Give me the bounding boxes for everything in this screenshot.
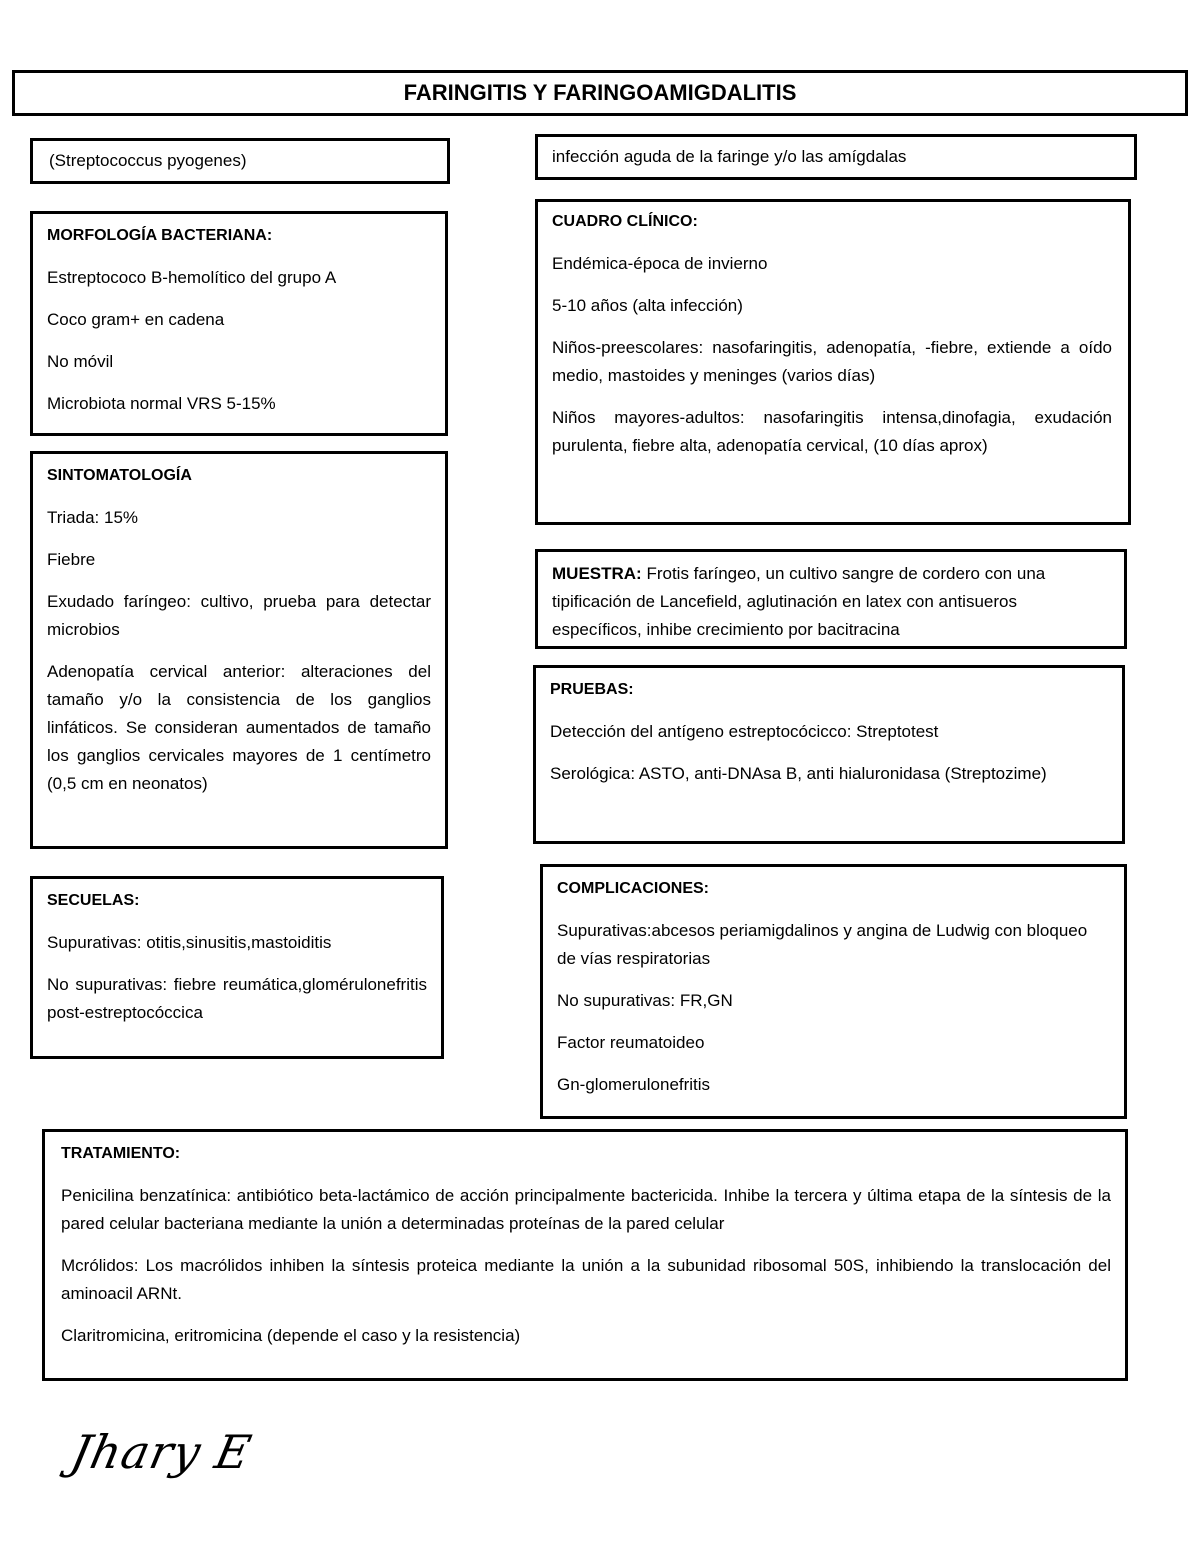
morfologia-heading: MORFOLOGÍA BACTERIANA:: [47, 227, 273, 244]
agent-text: (Streptococcus pyogenes): [49, 151, 247, 170]
sintomatologia-item: Exudado faríngeo: cultivo, prueba para detectar microbios: [47, 592, 431, 639]
cuadro-heading: CUADRO CLÍNICO:: [552, 213, 698, 230]
muestra-heading: MUESTRA:: [552, 564, 642, 583]
page-title-box: [12, 70, 1188, 116]
sintomatologia-item: Triada: 15%: [47, 508, 139, 527]
sintomatologia-box: [30, 451, 448, 849]
muestra-box: [535, 549, 1127, 649]
sintomatologia-item: Adenopatía cervical anterior: alteraciones del tamaño y/o la consistencia de los ganglios linfáticos. Se consideran aumentados de tamaño los ganglios cervicales mayores de 1 centímetro (0,5 cm en neonatos): [47, 662, 431, 793]
sintomatologia-item: Fiebre: [47, 550, 96, 569]
cuadro-item: Niños-preescolares: nasofaringitis, adenopatía, -fiebre, extiende a oído medio, mastoides y meninges (varios días): [552, 338, 1112, 385]
definition-text: infección aguda de la faringe y/o las amígdalas: [552, 147, 907, 166]
tratamiento-item: Claritromicina, eritromicina (depende el caso y la resistencia): [61, 1326, 521, 1345]
muestra-paragraph: [552, 560, 1110, 644]
morfologia-item: Estreptococo B-hemolítico del grupo A: [47, 268, 337, 287]
pruebas-item: Detección del antígeno estreptocócicco: Streptotest: [550, 722, 939, 741]
complicaciones-heading: COMPLICACIONES:: [557, 880, 709, 897]
secuelas-item: Supurativas: otitis,sinusitis,mastoiditis: [47, 933, 332, 952]
secuelas-box: [30, 876, 444, 1059]
pruebas-box: [533, 665, 1125, 844]
secuelas-item: No supurativas: fiebre reumática,glomérulonefritis post-estreptocóccica: [47, 975, 427, 1022]
pruebas-item: Serológica: ASTO, anti-DNAsa B, anti hialuronidasa (Streptozime): [550, 764, 1047, 783]
agent-box: [30, 138, 450, 184]
tratamiento-item: Penicilina benzatínica: antibiótico beta-lactámico de acción principalmente bactericida. Inhibe la tercera y última etapa de la síntesis de la pared celular bacteriana mediante la unión a determinadas proteínas de la pared celular: [61, 1186, 1111, 1233]
morfologia-item: Microbiota normal VRS 5-15%: [47, 394, 276, 413]
complicaciones-item: Factor reumatoideo: [557, 1033, 705, 1052]
tratamiento-item: Mcrólidos: Los macrólidos inhiben la síntesis proteica mediante la unión a la subunidad ribosomal 50S, inhibiendo la translocación del aminoacil ARNt.: [61, 1256, 1111, 1303]
pruebas-heading: PRUEBAS:: [550, 681, 634, 698]
cuadro-clinico-box: [535, 199, 1131, 525]
morfologia-box: [30, 211, 448, 436]
cuadro-item: 5-10 años (alta infección): [552, 296, 743, 315]
cuadro-item: Niños mayores-adultos: nasofaringitis intensa,dinofagia, exudación purulenta, fiebre alta, adenopatía cervical, (10 días aprox): [552, 408, 1112, 455]
page-title: FARINGITIS Y FARINGOAMIGDALITIS: [403, 80, 797, 105]
secuelas-heading: SECUELAS:: [47, 892, 140, 909]
muestra-text: Frotis faríngeo, un cultivo sangre de cordero con una tipificación de Lancefield, aglutinación en latex con antisueros específicos, inhibe crecimiento por bacitracina: [552, 564, 1046, 639]
complicaciones-item: Supurativas:abcesos periamigdalinos y angina de Ludwig con bloqueo de vías respiratorias: [557, 921, 1088, 968]
sintomatologia-heading: SINTOMATOLOGÍA: [47, 467, 192, 484]
morfologia-item: Coco gram+ en cadena: [47, 310, 225, 329]
tratamiento-box: [42, 1129, 1128, 1381]
complicaciones-item: Gn-glomerulonefritis: [557, 1075, 711, 1094]
complicaciones-item: No supurativas: FR,GN: [557, 991, 733, 1010]
signature: Jhary E: [66, 1425, 257, 1479]
morfologia-item: No móvil: [47, 352, 114, 371]
complicaciones-box: [540, 864, 1127, 1119]
tratamiento-heading: TRATAMIENTO:: [61, 1145, 181, 1162]
cuadro-item: Endémica-época de invierno: [552, 254, 768, 273]
definition-box: [535, 134, 1137, 180]
